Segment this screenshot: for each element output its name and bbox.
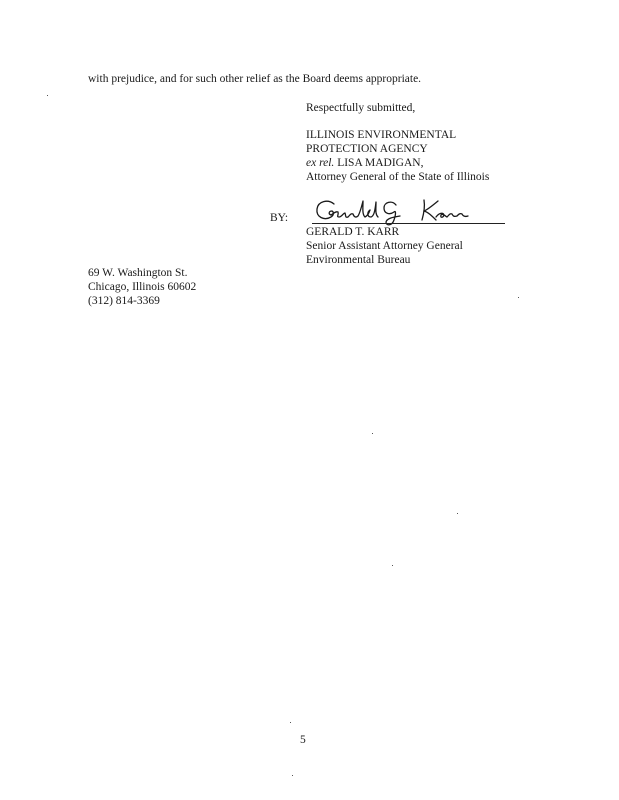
ex-rel-line [306,156,489,170]
agency-name-line1: ILLINOIS ENVIRONMENTAL [306,129,457,141]
respectfully-submitted: Respectfully submitted, [306,102,416,114]
signer-bureau: Environmental Bureau [306,254,411,266]
address-block [88,266,196,308]
closing-paragraph: with prejudice, and for such other relief as the Board deems appropriate. [88,73,422,85]
scan-speck [392,565,393,566]
agency-block [306,128,489,184]
signer-name: GERALD T. KARR [306,226,400,238]
attorney-general-title: Attorney General of the State of Illinois [306,171,490,183]
scan-speck [518,297,519,298]
by-label: BY: [270,212,289,224]
scan-speck [47,95,48,96]
scan-speck [290,722,291,723]
signer-block [306,225,463,267]
scan-speck [457,513,458,514]
address-street: 69 W. Washington St. [88,267,188,279]
agency-name-line2: PROTECTION AGENCY [306,143,428,155]
attorney-general-name: LISA MADIGAN, [337,157,424,169]
address-city: Chicago, Illinois 60602 [88,281,197,293]
scan-speck [372,433,373,434]
scan-speck [292,775,293,776]
page-number: 5 [300,734,306,746]
signer-title: Senior Assistant Attorney General [306,240,463,252]
ex-rel-prefix: ex rel. [306,157,335,169]
signature-line [312,223,505,224]
address-phone: (312) 814-3369 [88,295,160,307]
